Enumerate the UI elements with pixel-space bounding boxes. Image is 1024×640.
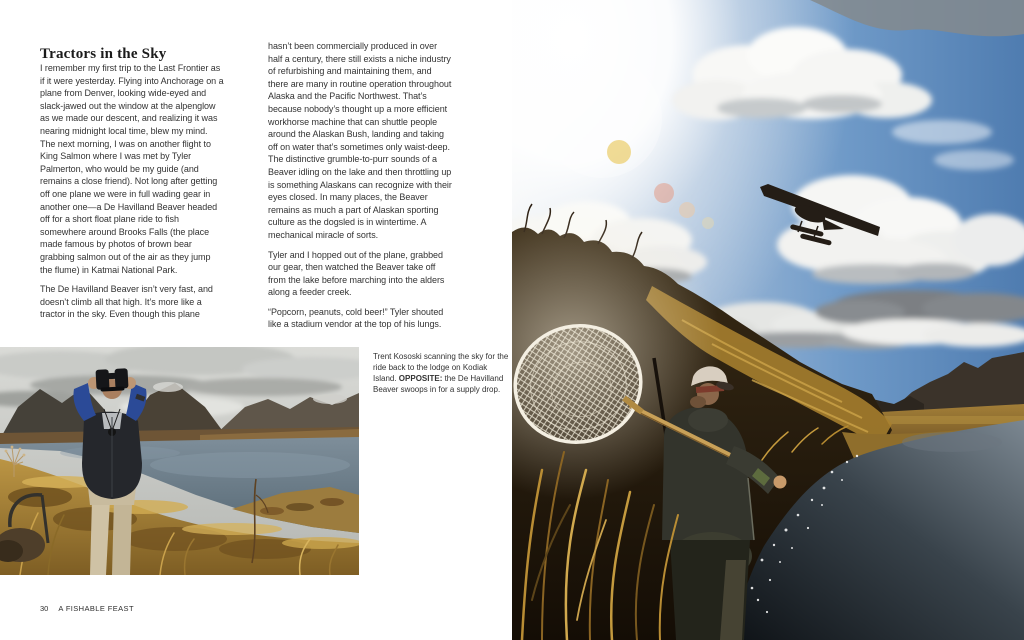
paragraph: The De Havilland Beaver isn’t very fast, and doesn’t climb all that high. It’s more like a tractor in the sky. Even though this plane (40, 284, 213, 320)
running-head: A FISHABLE FEAST (58, 604, 134, 613)
text-column-1 (40, 62, 224, 328)
river-light-patch (902, 432, 1002, 452)
paragraph: “Popcorn, peanuts, cold beer!” Tyler shouted like a stadium vendor at the top of his lungs. (268, 306, 444, 330)
paragraph: I remember my first trip to the Last Frontier as if it were yesterday. Flying into Anchorage on a plane from Denver, looking wide-eyed and slack-jawed out the window at the alpenglow as we made our descent, and realizing it was nearing midnight local time, blew my mind. The next morning, I was on another flight to King Salmon where I was met by Tyler Palmerton, who would be my guide (and remains a close friend). Not long after getting off one plane we were in full wading gear in another one—a De Havilland Beaver headed off for a short float plane ride to fish somewhere around Brooks Falls (the place made famous by photos of brown bear grabbing salmon out of the air as they jump the flume) in Katmai National Park. (40, 63, 224, 275)
paragraph: hasn’t been commercially produced in over half a century, there still exists a niche industry of refurbishing and maintaining them, and there are many in routine operation throughout Alaska and the Pacific Northwest. That’s because nobody’s thought up a more efficient workhorse machine that can shuttle people around the Alaskan Bush, landing and taking off on water that’s sometimes only waist-deep. The distinctive grumble-to-purr sounds of a Beaver idling on the lake and then throttling up is something Alaskans can recognize with their eyes closed. In many places, the Beaver remains as much a part of Alaskan sporting culture as the dogsled is in wintertime. A mechanical miracle of sorts. (268, 41, 452, 240)
floatplane-photo (512, 0, 1024, 640)
page-footer (40, 604, 134, 613)
caption-lead: Trent Kososki scanning the sky for the ride back to the lodge on Kodiak Island. (373, 352, 509, 383)
text-column-2 (268, 40, 452, 338)
hand (774, 476, 787, 489)
hood (688, 408, 728, 432)
page-number: 30 (40, 604, 49, 613)
caption-opposite-label: OPPOSITE: (398, 374, 443, 383)
photo-caption (373, 351, 511, 395)
article-title: Tractors in the Sky (40, 46, 167, 63)
paragraph: Tyler and I hopped out of the plane, grabbed our gear, then watched the Beaver take off from the lake before marching into the alders along a feeder creek. (268, 249, 445, 298)
water-sheen (150, 452, 350, 478)
caption-rest: the De Havilland Beaver swoops in for a supply drop. (373, 374, 504, 394)
binoculars-photo (0, 347, 359, 575)
